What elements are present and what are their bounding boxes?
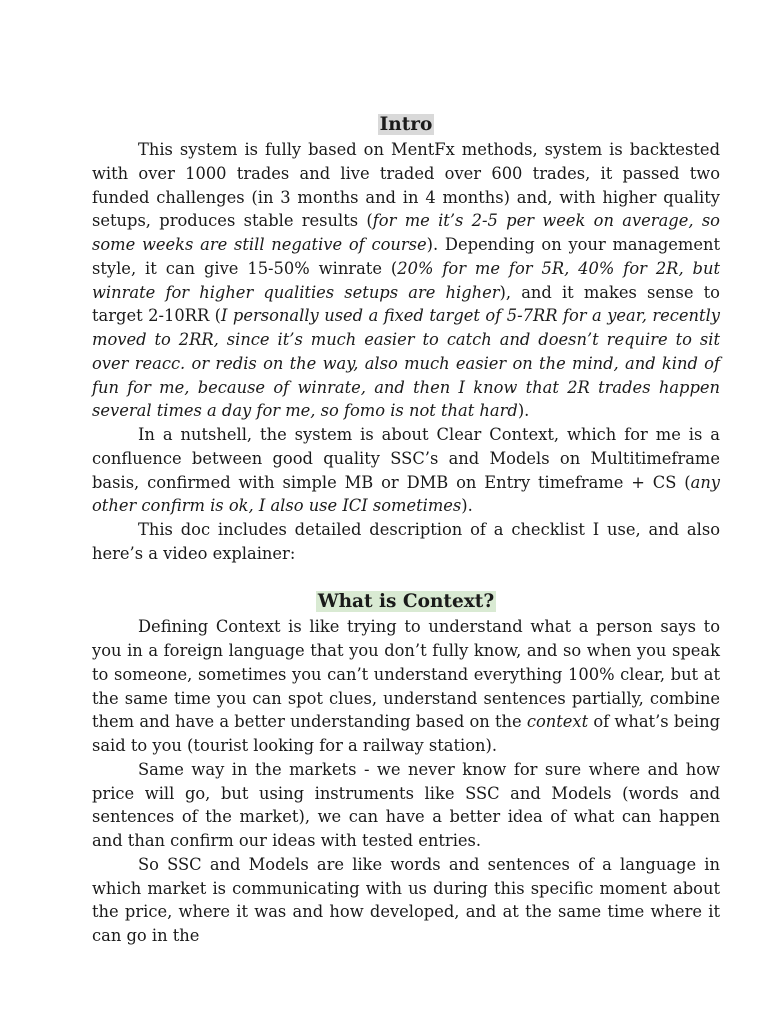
text-run: This doc includes detailed description of a checklist I use, and also here’s a video explainer: bbox=[92, 520, 720, 563]
document-body bbox=[92, 112, 720, 948]
text-run: In a nutshell, the system is about Clear Context, which for me is a confluence between good quality SSC’s and Models on Multitimeframe basis, confirmed with simple MB or DMB on Entry timeframe + CS ( bbox=[92, 425, 720, 492]
text-run: ). bbox=[461, 496, 473, 516]
text-run: of what’s being said to you (tourist looking for a railway station). bbox=[92, 712, 720, 755]
italic-text-run: any other confirm is ok, I also use ICI sometimes bbox=[92, 472, 720, 516]
text-run: Same way in the markets - we never know for sure where and how price will go, but using instruments like SSC and Models (words and sentences of the market), we can have a better idea of what can happen and than confirm our ideas with tested entries. bbox=[92, 759, 720, 850]
text-run: ), and it makes sense to target 2-10RR ( bbox=[92, 282, 720, 326]
context-heading bbox=[92, 589, 720, 615]
italic-text-run: I personally used a fixed target of 5-7RR for a year, recently moved to 2RR, since it’s much easier to catch and doesn’t require to sit over reacc. or redis on the way, also much easier on the mind, and kind of fun for me, because of winrate, and then I know that 2R trades happen several times a day for me, so fomo is not that hard bbox=[92, 306, 720, 421]
context-heading-text: What is Context? bbox=[317, 591, 495, 613]
context-paragraph-3 bbox=[92, 853, 720, 948]
italic-text-run: 20% for me for 5R, 40% for 2R, but winrate for higher qualities setups are higher bbox=[92, 258, 720, 302]
text-run: Defining Context is like trying to understand what a person says to you in a foreign language that you don’t fully know, and so when you speak to someone, sometimes you can’t understand everything 100% clear, but at the same time you can spot clues, understand sentences partially, combine them and have a better understanding based on the bbox=[92, 617, 720, 732]
italic-text-run: context bbox=[526, 712, 589, 732]
section-spacer bbox=[92, 566, 720, 590]
intro-paragraph-2 bbox=[92, 423, 720, 518]
context-paragraph-1 bbox=[92, 615, 720, 758]
text-run: ). bbox=[517, 401, 530, 421]
intro-heading-text: Intro bbox=[379, 114, 433, 135]
context-paragraph-2 bbox=[92, 758, 720, 853]
intro-heading bbox=[92, 112, 720, 138]
intro-paragraph-3 bbox=[92, 518, 720, 566]
text-run: This system is fully based on MentFx methods, system is backtested with over 1000 trades and live traded over 600 trades, it passed two funded challenges (in 3 months and in 4 months) and, with higher quality setups, produces stable results ( bbox=[92, 140, 720, 231]
intro-paragraph-1 bbox=[92, 138, 720, 423]
italic-text-run: for me it’s 2-5 per week on average, so some weeks are still negative of course bbox=[92, 211, 720, 254]
text-run: So SSC and Models are like words and sentences of a language in which market is communicating with us during this specific moment about the price, where it was and how developed, and at the same time where it can go in the bbox=[92, 854, 720, 945]
text-run: ). Depending on your management style, it can give 15-50% winrate ( bbox=[92, 235, 720, 278]
